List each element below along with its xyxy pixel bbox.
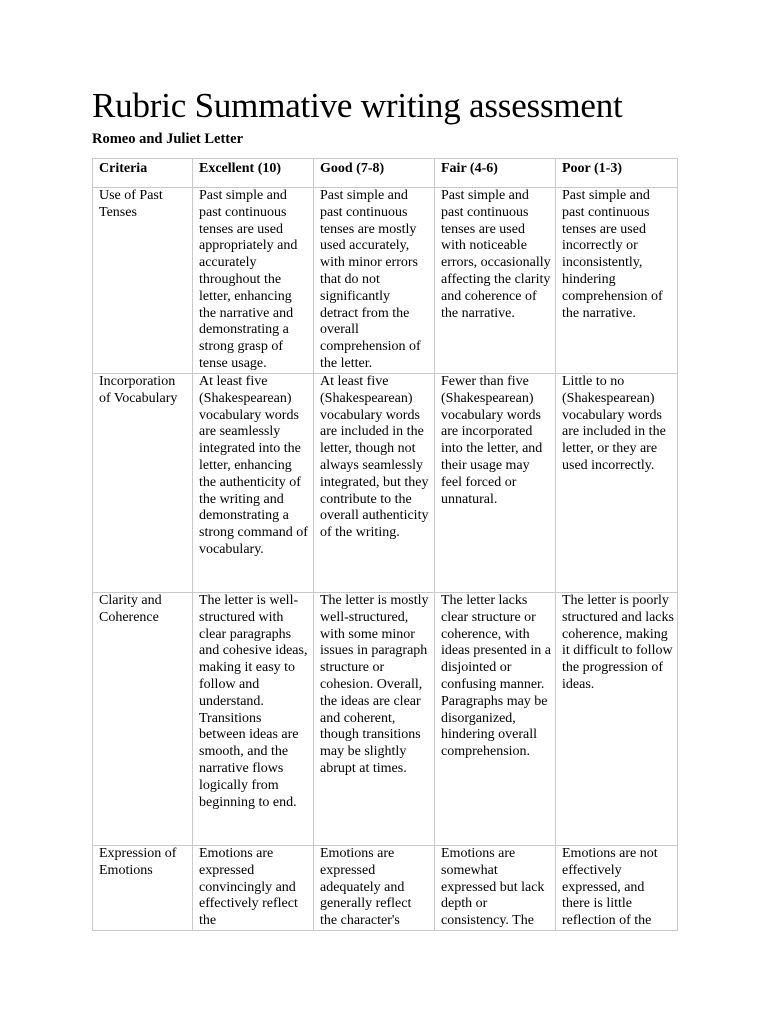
excellent-cell: The letter is well-structured with clear paragraphs and cohesive ideas, making it easy to follow and understand. Transitions between ideas are smooth, and the narrative flows logically from beginning to end. [193,593,314,846]
header-excellent: Excellent (10) [193,159,314,188]
excellent-cell: At least five (Shakespearean) vocabulary words are seamlessly integrated into the letter, enhancing the authenticity of the writing and demonstrating a strong command of vocabulary. [193,374,314,593]
criterion-cell: Incorporation of Vocabulary [93,374,193,593]
document-subtitle: Romeo and Juliet Letter [92,131,244,147]
fair-cell: The letter lacks clear structure or coherence, with ideas presented in a disjointed or confusing manner. Paragraphs may be disorganized, hindering overall comprehension. [435,593,556,846]
poor-cell: The letter is poorly structured and lacks coherence, making it difficult to follow the progression of ideas. [556,593,678,846]
criterion-cell: Clarity and Coherence [93,593,193,846]
poor-cell: Past simple and past continuous tenses are used incorrectly or inconsistently, hindering comprehension of the narrative. [556,188,678,374]
header-criteria: Criteria [93,159,193,188]
table-row [93,188,678,374]
fair-cell: Past simple and past continuous tenses are used with noticeable errors, occasionally affecting the clarity and coherence of the narrative. [435,188,556,374]
header-good: Good (7-8) [314,159,435,188]
good-cell: Emotions are expressed adequately and generally reflect the character's [314,846,435,931]
table-row [93,374,678,593]
criterion-cell: Use of Past Tenses [93,188,193,374]
header-fair: Fair (4-6) [435,159,556,188]
fair-cell: Emotions are somewhat expressed but lack depth or consistency. The [435,846,556,931]
criterion-cell: Expression of Emotions [93,846,193,931]
table-header-row [93,159,678,188]
excellent-cell: Emotions are expressed convincingly and effectively reflect the [193,846,314,931]
good-cell: At least five (Shakespearean) vocabulary words are included in the letter, though not always seamlessly integrated, but they contribute to the overall authenticity of the writing. [314,374,435,593]
poor-cell: Little to no (Shakespearean) vocabulary words are included in the letter, or they are used incorrectly. [556,374,678,593]
page-title: Rubric Summative writing assessment [92,86,623,125]
header-poor: Poor (1-3) [556,159,678,188]
fair-cell: Fewer than five (Shakespearean) vocabulary words are incorporated into the letter, and their usage may feel forced or unnatural. [435,374,556,593]
excellent-cell: Past simple and past continuous tenses are used appropriately and accurately throughout the letter, enhancing the narrative and demonstrating a strong grasp of tense usage. [193,188,314,374]
rubric-table [92,158,678,931]
table-row [93,593,678,846]
table-row [93,846,678,931]
good-cell: The letter is mostly well-structured, with some minor issues in paragraph structure or cohesion. Overall, the ideas are clear and coherent, though transitions may be slightly abrupt at times. [314,593,435,846]
poor-cell: Emotions are not effectively expressed, and there is little reflection of the [556,846,678,931]
good-cell: Past simple and past continuous tenses are mostly used accurately, with minor errors that do not significantly detract from the overall comprehension of the letter. [314,188,435,374]
